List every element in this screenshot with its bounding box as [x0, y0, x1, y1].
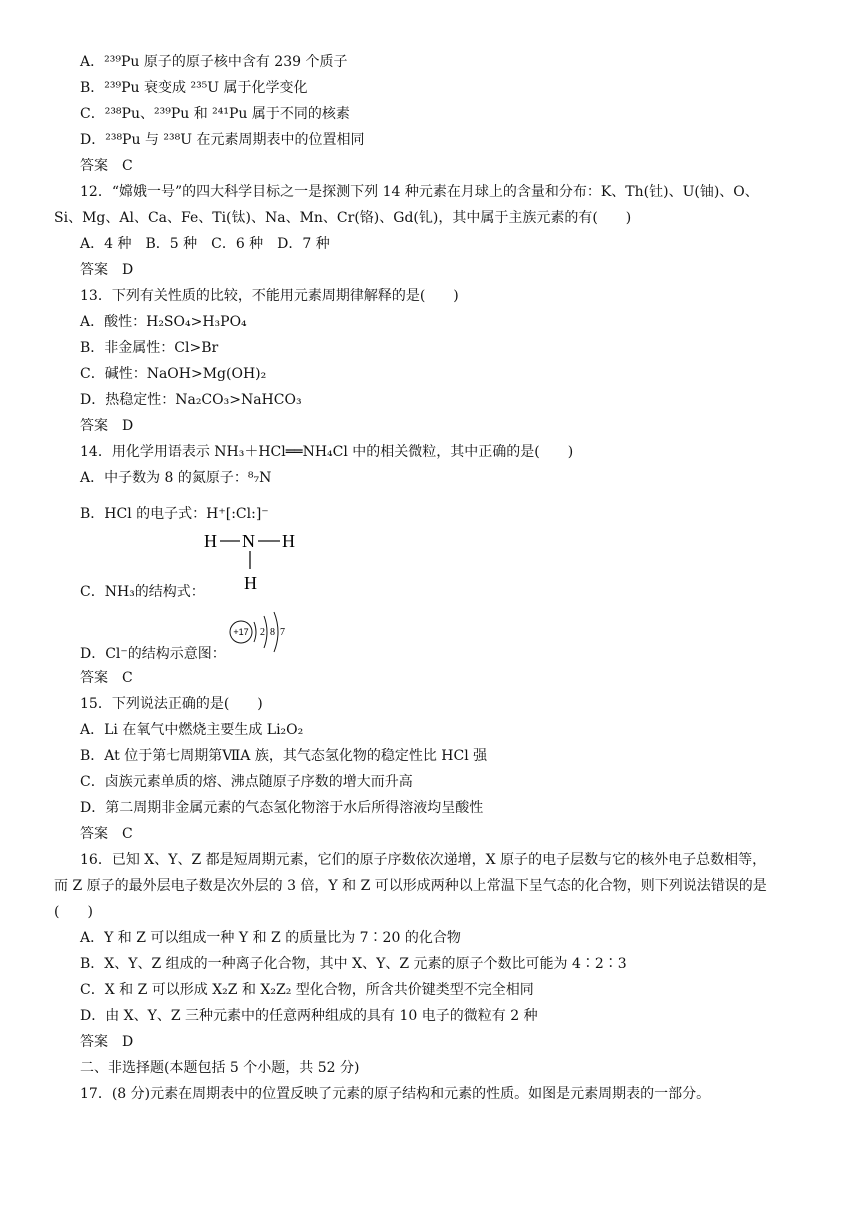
cl-ion-structure-diagram — [228, 604, 294, 658]
nucleus-charge: +17 — [233, 627, 249, 637]
q13-answer: 答案 D — [80, 418, 134, 434]
q14-option-b: B．HCl 的电子式：H⁺[:Cl:]⁻ — [80, 506, 269, 522]
nh3-h-left: H — [204, 531, 217, 551]
q12-options: A．4 种 B．5 种 C．6 种 D．7 种 — [80, 236, 330, 252]
shell-1: 2 — [260, 627, 265, 638]
q16-stem-line3: ( ) — [54, 904, 93, 920]
q12-stem-line1: 12．“嫦娥一号”的四大科学目标之一是探测下列 14 种元素在月球上的含量和分布：K、Th(钍)、U(铀)、O、 — [80, 184, 759, 200]
q13-option-c: C．碱性：NaOH>Mg(OH)₂ — [80, 366, 267, 382]
nh3-n: N — [242, 531, 255, 551]
q15-stem: 15．下列说法正确的是( ) — [80, 696, 263, 712]
q16-answer: 答案 D — [80, 1034, 134, 1050]
q11-option-d: D．²³⁸Pu 与 ²³⁸U 在元素周期表中的位置相同 — [80, 132, 365, 148]
q16-option-c: C．X 和 Z 可以形成 X₂Z 和 X₂Z₂ 型化合物，所含共价键类型不完全相同 — [80, 982, 534, 998]
q15-option-c: C．卤族元素单质的熔、沸点随原子序数的增大而升高 — [80, 774, 413, 790]
q15-option-b: B．At 位于第七周期第ⅦA 族，其气态氢化物的稳定性比 HCl 强 — [80, 748, 488, 764]
q16-stem-line1: 16．已知 X、Y、Z 都是短周期元素，它们的原子序数依次递增，X 原子的电子层数与它的核外电子总数相等， — [80, 852, 767, 868]
q17-stem: 17．(8 分)元素在周期表中的位置反映了元素的原子结构和元素的性质。如图是元素周期表的一部分。 — [80, 1086, 711, 1102]
q14-option-a: A．中子数为 8 的氮原子：⁸₇N — [80, 470, 272, 486]
q11-option-b: B．²³⁹Pu 衰变成 ²³⁵U 属于化学变化 — [80, 80, 308, 96]
shell-3: 7 — [280, 627, 285, 638]
nh3-structural-formula — [200, 527, 310, 597]
q14-option-c: C．NH₃的结构式： — [80, 584, 205, 600]
q15-option-d: D．第二周期非金属元素的气态氢化物溶于水后所得溶液均呈酸性 — [80, 800, 484, 816]
q11-option-c: C．²³⁸Pu、²³⁹Pu 和 ²⁴¹Pu 属于不同的核素 — [80, 106, 350, 122]
q13-stem: 13．下列有关性质的比较，不能用元素周期律解释的是( ) — [80, 288, 459, 304]
q16-option-a: A．Y 和 Z 可以组成一种 Y 和 Z 的质量比为 7∶20 的化合物 — [80, 930, 461, 946]
q11-option-a: A．²³⁹Pu 原子的原子核中含有 239 个质子 — [80, 54, 348, 70]
nh3-h-bottom: H — [244, 573, 257, 593]
q16-option-d: D．由 X、Y、Z 三种元素中的任意两种组成的具有 10 电子的微粒有 2 种 — [80, 1008, 538, 1024]
q11-answer: 答案 C — [80, 158, 133, 174]
shell-2: 8 — [270, 627, 275, 638]
q14-answer: 答案 C — [80, 670, 133, 686]
q16-stem-line2: 而 Z 原子的最外层电子数是次外层的 3 倍，Y 和 Z 可以形成两种以上常温下呈气态的化合物，则下列说法错误的是 — [54, 878, 767, 894]
q13-option-b: B．非金属性：Cl>Br — [80, 340, 219, 356]
q15-answer: 答案 C — [80, 826, 133, 842]
q12-stem-line2: Si、Mg、Al、Ca、Fe、Ti(钛)、Na、Mn、Cr(铬)、Gd(钆)，其中属于主族元素的有( ) — [54, 210, 632, 226]
section-heading: 二、非选择题(本题包括 5 个小题，共 52 分) — [80, 1060, 360, 1076]
nh3-h-right: H — [282, 531, 295, 551]
q14-option-d: D．Cl⁻的结构示意图： — [80, 646, 226, 662]
q14-stem: 14．用化学用语表示 NH₃＋HCl══NH₄Cl 中的相关微粒，其中正确的是( ) — [80, 444, 574, 460]
q15-option-a: A．Li 在氧气中燃烧主要生成 Li₂O₂ — [80, 722, 304, 738]
q12-answer: 答案 D — [80, 262, 134, 278]
q16-option-b: B．X、Y、Z 组成的一种离子化合物，其中 X、Y、Z 元素的原子个数比可能为 4∶2∶3 — [80, 956, 627, 972]
q13-option-d: D．热稳定性：Na₂CO₃>NaHCO₃ — [80, 392, 302, 408]
q13-option-a: A．酸性：H₂SO₄>H₃PO₄ — [80, 314, 247, 330]
